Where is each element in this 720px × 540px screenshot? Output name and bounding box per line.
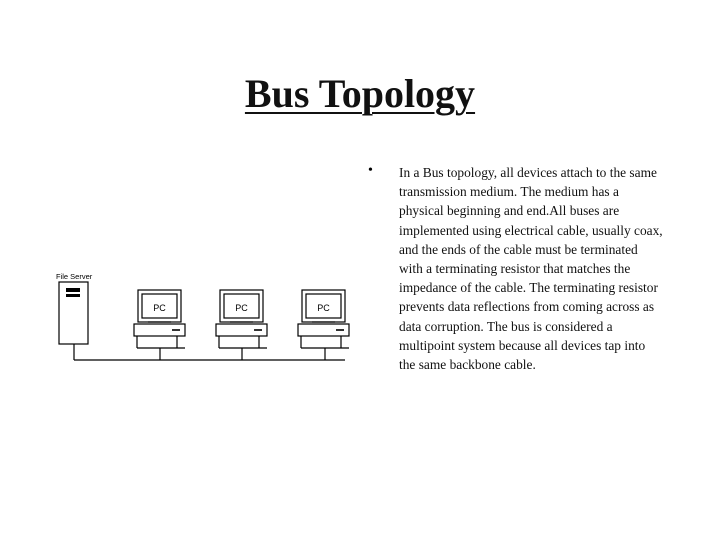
file-server	[56, 272, 93, 344]
pc-label: PC	[235, 303, 248, 313]
bus-backbone	[74, 344, 345, 360]
pc-workstation	[298, 290, 349, 348]
pc-label: PC	[317, 303, 330, 313]
pc-workstation	[216, 290, 267, 348]
pc-workstation	[134, 290, 185, 348]
bullet-marker: •	[368, 163, 373, 178]
bullet-text: In a Bus topology, all devices attach to the same transmission medium. The medium has a physical beginning and end.All buses are implemented using electrical cable, usually coax, and the ends of the cable must be terminated with a terminating resistor that matches the impedance of the cable. The terminating resistor prevents data reflections from coming across as data corruption. The bus is considered a multipoint system because all devices tap into the same backbone cable.	[399, 165, 663, 373]
pc-label: PC	[153, 303, 166, 313]
file-server-label: File Server	[56, 272, 93, 281]
slide-title-text: Bus Topology	[244, 71, 476, 116]
